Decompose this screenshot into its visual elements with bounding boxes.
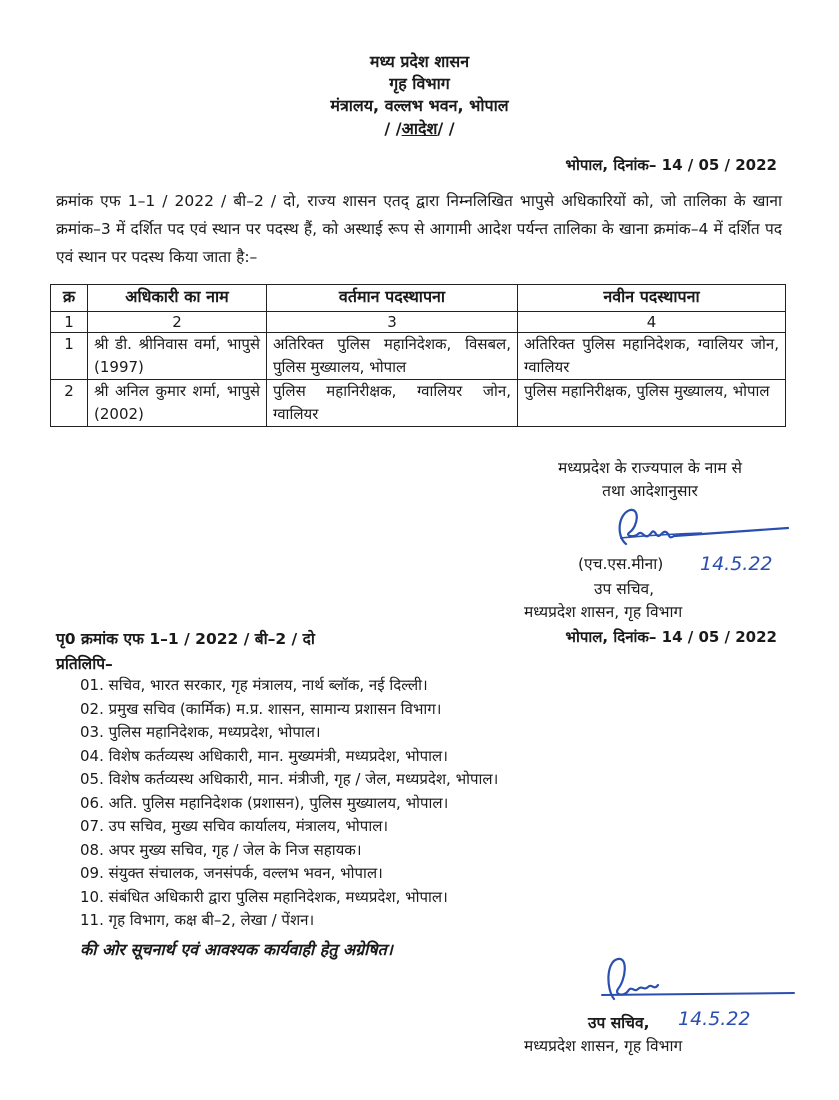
list-item: 09. संयुक्त संचालक, जनसंपर्क, वल्लभ भवन, भोपाल। [80, 864, 383, 882]
header-address: मंत्रालय, वल्लभ भवन, भोपाल [330, 96, 509, 115]
list-item: 07. उप सचिव, मुख्य सचिव कार्यालय, मंत्रालय, भोपाल। [80, 817, 389, 835]
authority-line-2: तथा आदेशानुसार [602, 482, 698, 500]
officer-name: श्री अनिल कुमार शर्मा, भापुसे (2002) [88, 380, 267, 427]
list-item: 02. प्रमुख सचिव (कार्मिक) म.प्र. शासन, सामान्य प्रशासन विभाग। [80, 699, 442, 718]
postings-table [50, 284, 786, 427]
order-heading-prefix: / / [384, 119, 402, 138]
order-heading [0, 119, 839, 139]
order-title: आदेश [401, 119, 438, 138]
list-item: 03. पुलिस महानिदेशक, मध्यप्रदेश, भोपाल। [80, 723, 321, 741]
copy-recipients-list [80, 674, 498, 933]
column-number: 2 [88, 312, 267, 333]
signatory-department: मध्यप्रदेश शासन, गृह विभाग [524, 603, 683, 621]
signatory-designation: उप सचिव, [594, 580, 655, 598]
order-date: भोपाल, दिनांक– 14 / 05 / 2022 [565, 156, 777, 174]
header-new-posting: नवीन पदस्थापना [518, 285, 786, 312]
endorsement-reference: पृ0 क्रमांक एफ 1–1 / 2022 / बी–2 / दो [56, 630, 315, 648]
list-item: 10. संबंधित अधिकारी द्वारा पुलिस महानिदेशक, मध्यप्रदेश, भोपाल। [80, 887, 448, 906]
handwritten-date: 14.5.22 [700, 553, 773, 575]
handwritten-date: 14.5.22 [678, 1008, 751, 1030]
table-row [51, 380, 786, 427]
row-serial: 1 [51, 333, 88, 380]
list-item: 06. अति. पुलिस महानिदेशक (प्रशासन), पुलिस मुख्यालय, भोपाल। [80, 793, 449, 812]
list-item: 11. गृह विभाग, कक्ष बी–2, लेखा / पेंशन। [80, 911, 315, 929]
new-posting: अतिरिक्त पुलिस महानिदेशक, ग्वालियर जोन, ग्वालियर [518, 333, 786, 380]
list-item: 05. विशेष कर्तव्यस्थ अधिकारी, मान. मंत्रीजी, गृह / जेल, मध्यप्रदेश, भोपाल। [80, 770, 499, 788]
table-row [51, 333, 786, 380]
header-serial: क्र [51, 285, 88, 312]
column-number: 1 [51, 312, 88, 333]
forwarding-note: की ओर सूचनार्थ एवं आवश्यक कार्यवाही हेतु अग्रेषित। [80, 940, 393, 959]
table-header-row [51, 285, 786, 312]
list-item: 01. सचिव, भारत सरकार, गृह मंत्रालय, नार्थ ब्लॉक, नई दिल्ली। [80, 676, 428, 694]
header-government: मध्य प्रदेश शासन [369, 52, 470, 71]
signature-mark [612, 506, 792, 556]
column-number: 3 [267, 312, 518, 333]
column-number: 4 [518, 312, 786, 333]
list-item: 08. अपर मुख्य सचिव, गृह / जेल के निज सहायक। [80, 840, 362, 859]
current-posting: पुलिस महानिरीक्षक, ग्वालियर जोन, ग्वालियर [267, 380, 518, 427]
list-item: 04. विशेष कर्तव्यस्थ अधिकारी, मान. मुख्यमंत्री, मध्यप्रदेश, भोपाल। [80, 746, 448, 765]
endorsement-signatory-department: मध्यप्रदेश शासन, गृह विभाग [524, 1037, 683, 1055]
officer-name: श्री डी. श्रीनिवास वर्मा, भापुसे (1997) [88, 333, 267, 380]
authority-line-1: मध्यप्रदेश के राज्यपाल के नाम से [557, 459, 743, 477]
endorsement-date: भोपाल, दिनांक– 14 / 05 / 2022 [565, 628, 777, 646]
header-officer-name: अधिकारी का नाम [88, 285, 267, 312]
column-number-row [51, 312, 786, 333]
endorsement-signatory-designation: उप सचिव, [588, 1014, 650, 1032]
copy-to-label: प्रतिलिपि– [56, 655, 113, 673]
order-paragraph: क्रमांक एफ 1–1 / 2022 / बी–2 / दो, राज्य शासन एतद् द्वारा निम्नलिखित भापुसे अधिकारियों को, जो तालिका के खाना क्रमांक–3 में दर्शित पद एवं स्थान पर पदस्थ हैं, को अस्थाई रूप से आगामी आदेश पर्यन्त तालिका के खाना क्रमांक–4 में दर्शित पद एवं स्थान पर पदस्थ किया जाता है:– [56, 192, 782, 266]
new-posting: पुलिस महानिरीक्षक, पुलिस मुख्यालय, भोपाल [518, 380, 786, 427]
header-current-posting: वर्तमान पदस्थापना [267, 285, 518, 312]
row-serial: 2 [51, 380, 88, 427]
signature-mark [598, 955, 798, 1010]
signatory-name: (एच.एस.मीना) [578, 555, 664, 573]
header-department: गृह विभाग [389, 74, 450, 93]
order-heading-suffix: / / [437, 119, 455, 138]
current-posting: अतिरिक्त पुलिस महानिदेशक, विसबल, पुलिस मुख्यालय, भोपाल [267, 333, 518, 380]
